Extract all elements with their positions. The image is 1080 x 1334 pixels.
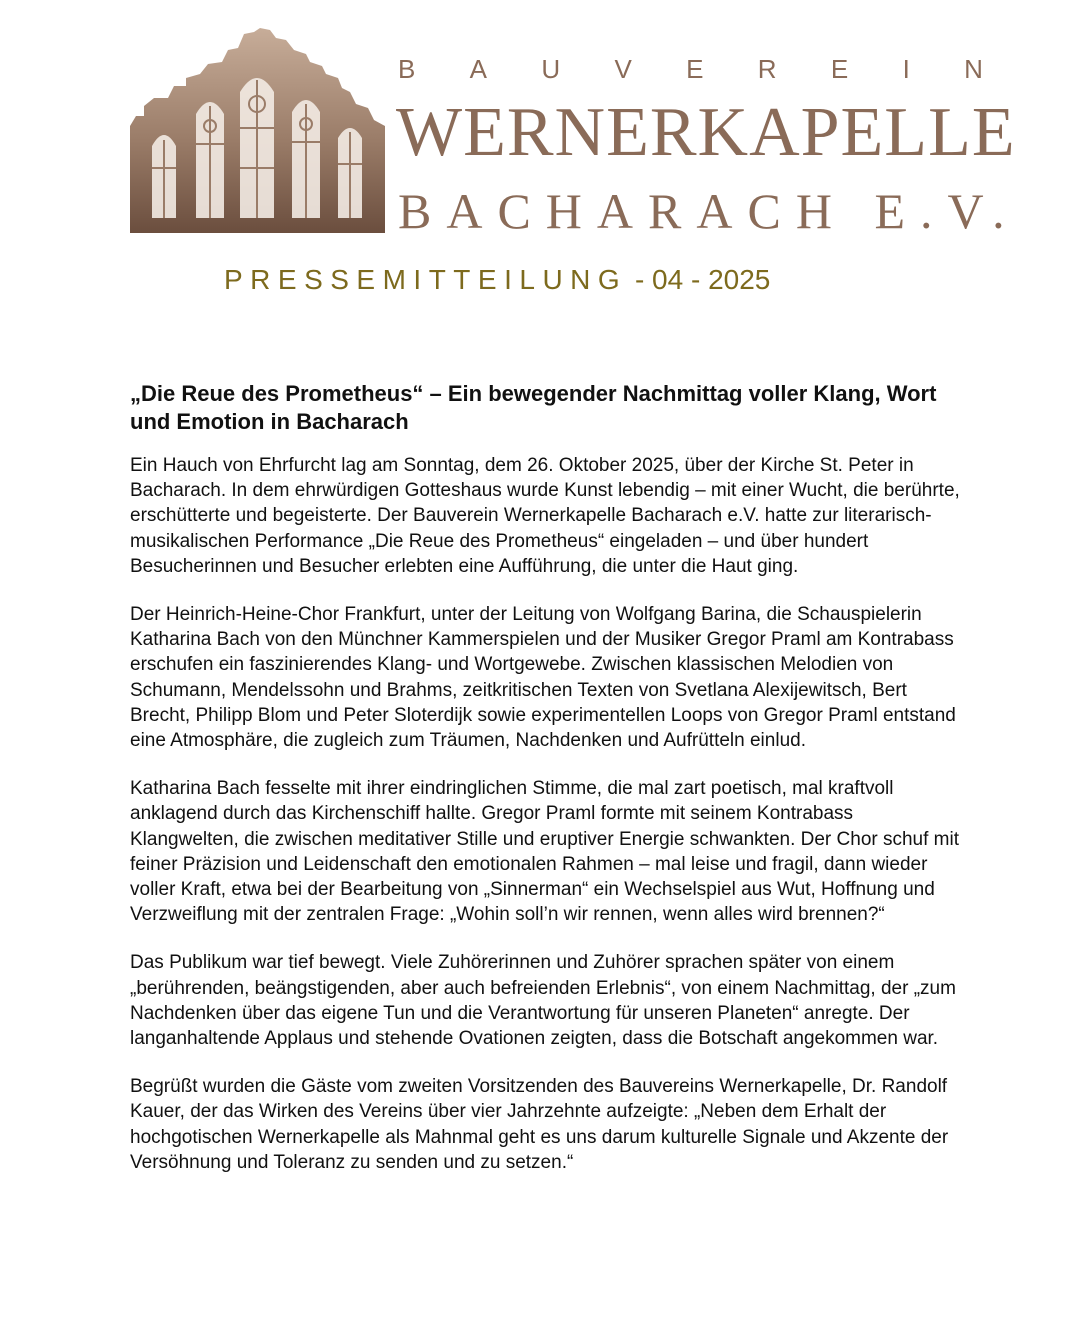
article-body <box>130 380 960 1198</box>
chapel-ruin-logo-icon <box>130 28 385 233</box>
article-paragraph-3: Katharina Bach fesselte mit ihrer eindringlichen Stimme, die mal zart poetisch, mal kraftvoll anklagend durch das Kirchenschiff hallte. Gregor Praml formte mit seinem Kontrabass Klangwelten, die zwischen meditativer Stille und eruptiver Energie schwankten. Der Chor schuf mit feiner Präzision und Leidenschaft den emotionalen Rahmen – mal leise und fragil, dann wieder voller Kraft, etwa bei der Bearbeitung von „Sinnerman“ ein Wechselspiel aus Wut, Hoffnung und Verzweiflung mit der zentralen Frage: „Wohin soll’n wir rennen, wenn alles wird brennen?“ <box>130 778 960 926</box>
org-letter: B <box>398 54 416 84</box>
org-letter: V <box>614 54 632 84</box>
org-letter: U <box>541 54 561 84</box>
press-release-number: - 04 - 2025 <box>634 264 771 295</box>
article-paragraph-4: Das Publikum war tief bewegt. Viele Zuhörerinnen und Zuhörer sprachen später von einem „berührenden, beängstigenden, aber auch befreienden Erlebnis“, von einem Nachmittag, der „zum Nachdenken über das eigene Tun und die Verantwortung für unseren Planeten“ anregte. Der langanhaltende Applaus und stehende Ovationen zeigten, dass die Botschaft angekommen war. <box>130 952 956 1050</box>
org-letter: R <box>757 54 777 84</box>
article-paragraph-1: Ein Hauch von Ehrfurcht lag am Sonntag, dem 26. Oktober 2025, über der Kirche St. Peter in Bacharach. In dem ehrwürdigen Gotteshaus wurde Kunst lebendig – mit einer Wucht, die berührte, erschütterte und begeisterte. Der Bauverein Wernerkapelle Bacharach e.V. hatte zur literarisch-musikalischen Performance „Die Reue des Prometheus“ eingeladen – und über hundert Besucherinnen und Besucher erlebten eine Aufführung, die unter die Haut ging. <box>130 455 960 577</box>
org-letter: E <box>686 54 704 84</box>
org-letter: N <box>964 54 983 84</box>
article-paragraph-2: Der Heinrich-Heine-Chor Frankfurt, unter der Leitung von Wolfgang Barina, die Schauspielerin Katharina Bach von den Münchner Kammerspielen und der Musiker Gregor Praml am Kontrabass erschufen ein faszinierendes Klang- und Wortgewebe. Zwischen klassischen Melodien von Schumann, Mendelssohn und Brahms, zeitkritischen Texten von Svetlana Alexijewitsch, Bert Brecht, Philipp Blom und Peter Sloterdijk sowie experimentellen Loops von Gregor Praml entstand eine Atmosphäre, die zugleich zum Träumen, Nachdenken und Aufrütteln einlud. <box>130 604 956 752</box>
article-headline: „Die Reue des Prometheus“ – Ein bewegender Nachmittag voller Klang, Wort und Emotion in Bacharach <box>130 381 937 434</box>
org-letter: I <box>902 54 910 84</box>
org-name-bauverein <box>398 54 983 85</box>
article-paragraph-5: Begrüßt wurden die Gäste vom zweiten Vorsitzenden des Bauvereins Wernerkapelle, Dr. Randolf Kauer, der das Wirken des Vereins über vier Jahrzehnte aufzeigte: „Neben dem Erhalt der hochgotischen Wernerkapelle als Mahnmal geht es uns darum kulturelle Signale und Akzente der Versöhnung und Toleranz zu senden und zu setzen.“ <box>130 1076 949 1173</box>
org-letter: A <box>469 54 488 84</box>
press-release-title <box>224 266 770 294</box>
org-name-bacharach: BACHARACH E.V. <box>398 183 1020 239</box>
press-release-label: PRESSEMITTEILUNG <box>224 264 628 295</box>
org-name-wernerkapelle: WERNERKAPELLE <box>396 94 1016 171</box>
org-letter: E <box>830 54 849 84</box>
